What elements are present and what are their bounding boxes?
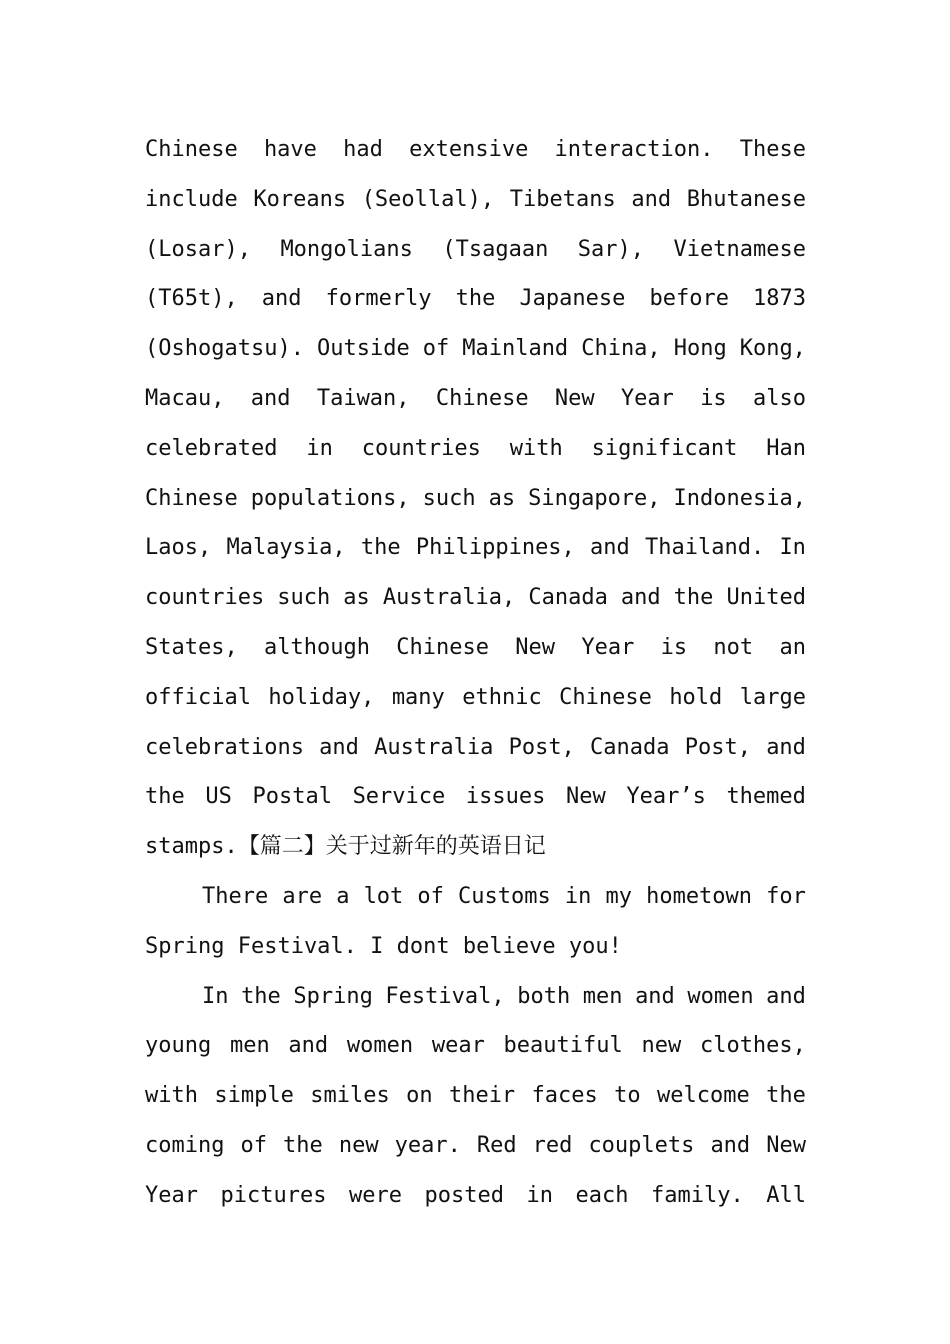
word: States, [145, 634, 238, 660]
word: Mainland [462, 336, 569, 362]
word: Laos, [145, 535, 212, 561]
word: Outside [316, 336, 410, 362]
word: and [590, 535, 630, 561]
word: Koreans [253, 186, 347, 212]
word: smiles [310, 1083, 390, 1109]
word: Thailand. [645, 535, 765, 561]
line-text: Spring Festival. I dont believe you! [145, 933, 622, 959]
word: and [288, 1033, 329, 1059]
word: the [360, 535, 401, 561]
word: not [713, 634, 754, 660]
word: and [319, 734, 359, 760]
word: pictures [220, 1182, 327, 1208]
word: were [348, 1182, 402, 1208]
word: a [336, 883, 350, 909]
word: for [766, 883, 806, 909]
word: themed [726, 784, 806, 810]
word: welcome [657, 1083, 750, 1109]
word: (Seollal), [361, 186, 495, 212]
word: Han [766, 435, 806, 461]
word: each [575, 1182, 629, 1208]
word: Year [581, 634, 635, 660]
text-line [145, 623, 806, 673]
paragraph-3 [145, 972, 806, 1221]
word: populations, [250, 485, 410, 511]
word: an [779, 634, 806, 660]
text-line [145, 374, 806, 424]
word: countries [145, 585, 265, 611]
word: family. [651, 1182, 744, 1208]
word: year. [394, 1132, 461, 1158]
word: There [202, 883, 269, 909]
word: my [605, 883, 632, 909]
text-line [145, 1121, 806, 1171]
word: Singapore, [528, 485, 661, 511]
text-line [145, 474, 806, 524]
word: official [145, 684, 251, 710]
word: Hong [673, 336, 727, 362]
word: and [766, 983, 806, 1009]
word: formerly [325, 286, 432, 312]
word: Red [476, 1132, 517, 1158]
word: hometown [646, 883, 753, 909]
word: (T65t), [145, 286, 238, 312]
text-line [145, 673, 806, 723]
word: stamps. [145, 834, 238, 860]
word: new [338, 1132, 379, 1158]
text-line [145, 125, 806, 175]
word: extensive [409, 137, 529, 162]
word: Chinese [145, 137, 238, 162]
word: is [700, 385, 727, 411]
word: New [554, 385, 595, 411]
word: the [283, 1132, 323, 1158]
word: and [620, 585, 661, 611]
text-line [145, 274, 806, 324]
word: although [264, 634, 370, 660]
word: Year’s [626, 784, 706, 810]
word: large [739, 684, 806, 710]
word: Australia, [382, 585, 516, 611]
word: their [448, 1083, 516, 1109]
word: such [422, 485, 476, 511]
word: 1873 [753, 286, 806, 312]
word: and [261, 286, 302, 312]
text-line [145, 1021, 806, 1071]
text-line [145, 573, 806, 623]
word: Post, [684, 734, 751, 760]
word: Philippines, [415, 535, 575, 561]
word: coming [145, 1132, 225, 1158]
text-line [145, 723, 806, 773]
text-line [145, 175, 806, 225]
word: wear [431, 1033, 485, 1059]
word: the [455, 286, 496, 312]
word: Service [352, 784, 446, 810]
word: Mongolians [280, 236, 413, 262]
word: Indonesia, [673, 485, 806, 511]
word: the [673, 585, 714, 611]
text-line [145, 1171, 806, 1221]
word: Year [145, 1182, 198, 1208]
word: Vietnamese [673, 236, 806, 262]
word: beautiful [503, 1033, 623, 1059]
word: in [564, 883, 592, 909]
word: Post, [508, 734, 575, 760]
word: Chinese [435, 385, 529, 411]
word: China, [581, 336, 661, 362]
word: the [241, 983, 281, 1009]
word: in [526, 1182, 553, 1208]
word: Japanese [519, 286, 626, 312]
word: the [766, 1083, 806, 1109]
word: Spring [293, 983, 373, 1009]
word: New [565, 784, 606, 810]
word: as [343, 585, 370, 611]
word: is [660, 634, 688, 660]
word: before [649, 286, 729, 312]
word: Customs [458, 883, 551, 909]
word: United [726, 585, 806, 611]
word: significant [591, 435, 738, 461]
paragraph-2 [145, 872, 806, 972]
word: faces [531, 1083, 598, 1109]
word: Year [620, 385, 674, 411]
word: and [250, 385, 291, 411]
word: All [766, 1182, 806, 1208]
word: Chinese [396, 634, 489, 660]
section-heading: 【篇二】关于过新年的英语日记 [237, 834, 546, 860]
word: Kong, [739, 336, 806, 362]
text-line [145, 523, 806, 573]
word: clothes, [699, 1033, 806, 1059]
word: simple [214, 1083, 294, 1109]
word: (Tsagaan [442, 236, 549, 262]
word: Chinese [145, 485, 238, 511]
word: Canada [590, 734, 670, 760]
word: of [240, 1132, 268, 1158]
word: issues [465, 784, 546, 810]
word: are [282, 883, 323, 909]
word: In [779, 535, 806, 561]
word: both [517, 983, 571, 1009]
word: couplets [588, 1132, 695, 1158]
word: young [145, 1033, 212, 1059]
word: Bhutanese [686, 186, 806, 212]
word: (Oshogatsu). [145, 336, 304, 362]
word: with [145, 1083, 198, 1109]
text-line [145, 225, 806, 275]
text-line [145, 424, 806, 474]
word: lot [363, 883, 404, 909]
text-line [145, 922, 806, 972]
text-line [145, 772, 806, 822]
word: Chinese [559, 684, 652, 710]
word: many [391, 684, 445, 710]
word: hold [669, 684, 723, 710]
word: Sar), [577, 236, 645, 262]
word: on [406, 1083, 433, 1109]
word: Festival, [385, 983, 505, 1009]
word: to [614, 1083, 641, 1109]
text-line [145, 324, 806, 374]
word: Malaysia, [226, 535, 346, 561]
word: In [202, 983, 229, 1009]
word: interaction. [554, 137, 714, 162]
word: countries [361, 435, 481, 461]
word: of [422, 336, 450, 362]
word: Postal [252, 784, 332, 810]
word: women [346, 1033, 414, 1059]
word: ethnic [462, 684, 542, 710]
word: posted [424, 1182, 504, 1208]
word: and [631, 186, 672, 212]
word: had [343, 137, 383, 162]
word: US [205, 784, 232, 810]
word: (Losar), [145, 236, 251, 262]
text-line [145, 872, 806, 922]
word: include [145, 186, 238, 212]
word: of [417, 883, 444, 909]
word: with [509, 435, 563, 461]
word: men [582, 983, 623, 1009]
word: New [515, 634, 556, 660]
word: Taiwan, [316, 385, 410, 411]
word: These [739, 137, 806, 162]
word: and [710, 1132, 751, 1158]
word: men [229, 1033, 270, 1059]
text-line [145, 1071, 806, 1121]
text-line [145, 972, 806, 1022]
word: holiday, [268, 684, 375, 710]
text-line [145, 822, 806, 872]
word: also [752, 385, 806, 411]
paragraph-1 [145, 125, 806, 872]
word: celebrations [145, 734, 304, 760]
word: Tibetans [509, 186, 616, 212]
word: have [263, 137, 317, 162]
word: new [641, 1033, 682, 1059]
word: red [532, 1132, 573, 1158]
word: in [306, 435, 333, 461]
word: women [687, 983, 754, 1009]
word: the [145, 784, 185, 810]
word: Canada [528, 585, 608, 611]
word: New [766, 1132, 806, 1158]
word: Macau, [145, 385, 225, 411]
word: celebrated [145, 435, 278, 461]
word: and [766, 734, 806, 760]
word: Australia [374, 734, 494, 760]
word: as [488, 485, 516, 511]
document-body [145, 125, 806, 1221]
word: such [277, 585, 331, 611]
word: and [635, 983, 675, 1009]
